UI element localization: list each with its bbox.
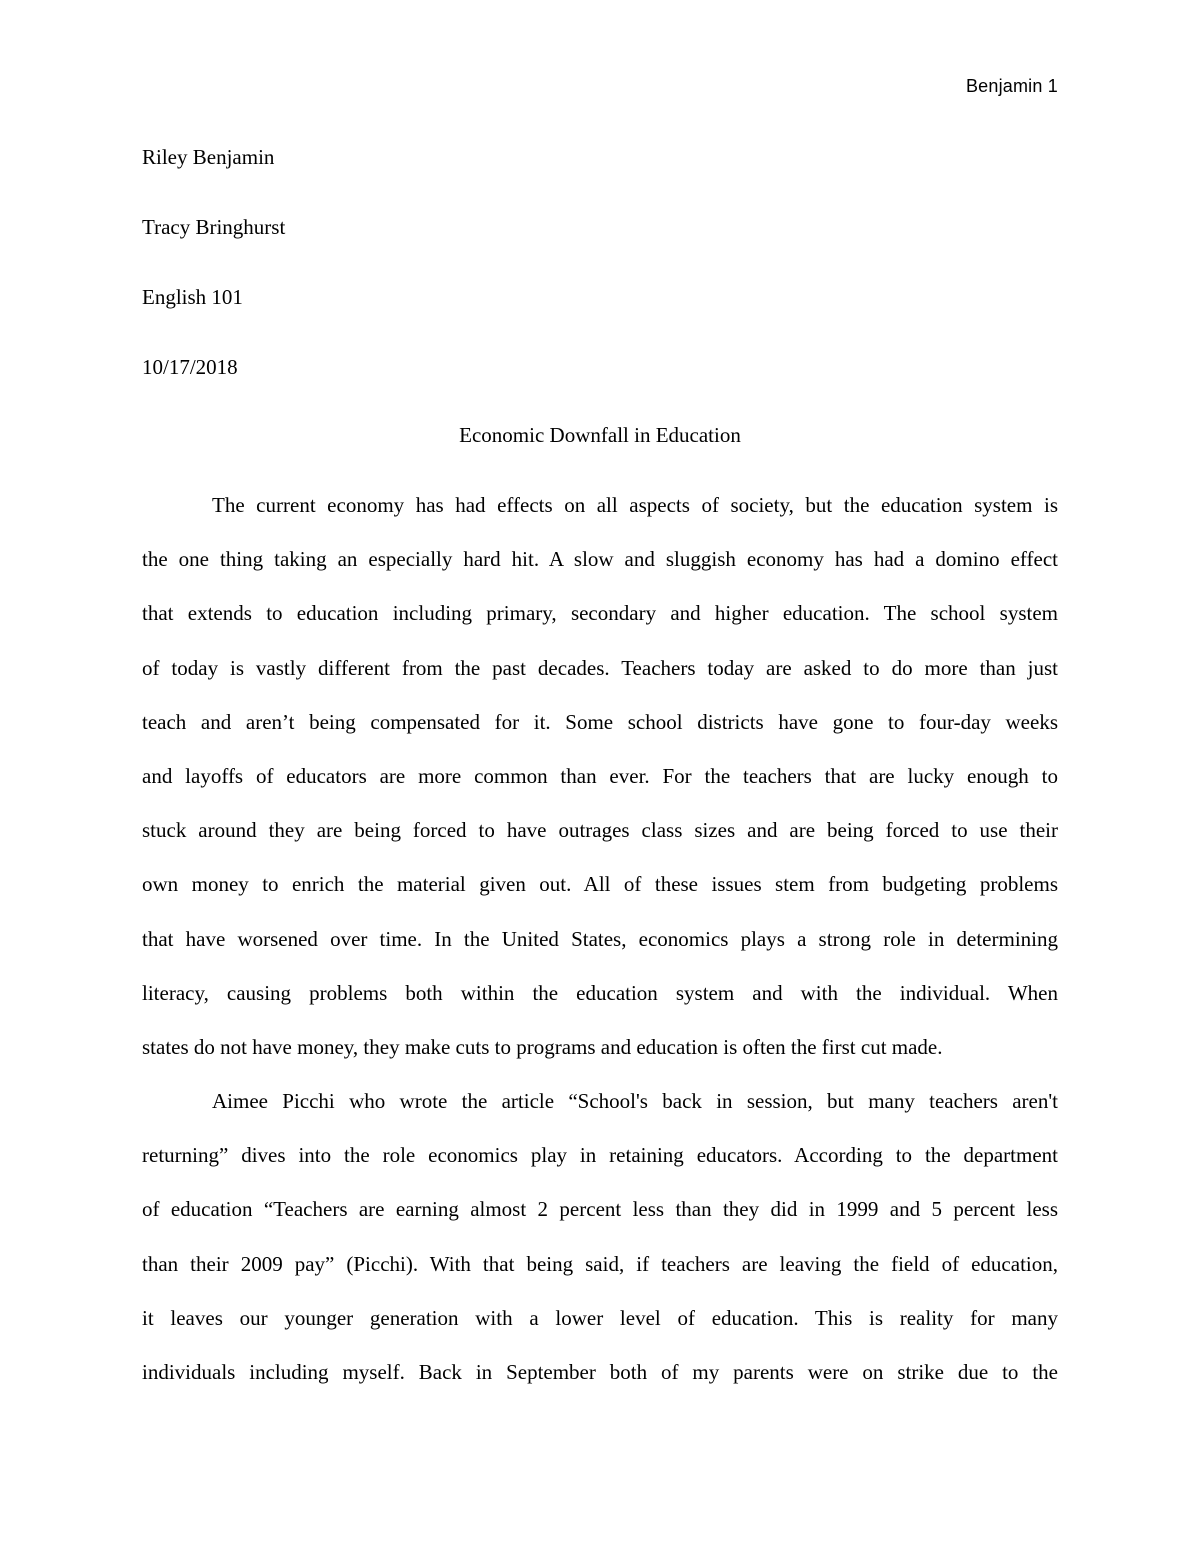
text-line: literacy, causing problems both within the education system and with the individual. When — [142, 980, 1058, 1005]
essay-body — [142, 488, 1058, 1409]
text-line: Aimee Picchi who wrote the article “School's back in session, but many teachers aren't — [212, 1089, 1058, 1114]
text-line: that have worsened over time. In the United States, economics plays a strong role in determining — [142, 926, 1058, 951]
course-name: English 101 — [142, 285, 243, 309]
author-name: Riley Benjamin — [142, 145, 275, 169]
text-line: own money to enrich the material given out. All of these issues stem from budgeting problems — [142, 872, 1058, 897]
text-line: returning” dives into the role economics play in retaining educators. According to the department — [142, 1143, 1058, 1168]
text-line: of today is vastly different from the past decades. Teachers today are asked to do more than just — [142, 655, 1058, 680]
document-title: Economic Downfall in Education — [459, 423, 741, 447]
paragraph-1 — [142, 488, 1058, 1084]
text-line: the one thing taking an especially hard hit. A slow and sluggish economy has had a domino effect — [142, 547, 1058, 572]
text-line: and layoffs of educators are more common than ever. For the teachers that are lucky enough to — [142, 763, 1058, 788]
paragraph-2 — [142, 1084, 1058, 1409]
text-line: individuals including myself. Back in September both of my parents were on strike due to the — [142, 1360, 1058, 1384]
text-line: stuck around they are being forced to have outrages class sizes and are being forced to use their — [142, 818, 1058, 843]
text-line: states do not have money, they make cuts to programs and education is often the first cut made. — [142, 1034, 943, 1059]
text-line: that extends to education including primary, secondary and higher education. The school system — [142, 601, 1058, 626]
date: 10/17/2018 — [142, 355, 238, 379]
text-line: teach and aren’t being compensated for it. Some school districts have gone to four-day weeks — [142, 709, 1058, 734]
text-line: of education “Teachers are earning almost 2 percent less than they did in 1999 and 5 percent less — [142, 1197, 1058, 1222]
text-line: The current economy has had effects on all aspects of society, but the education system is — [212, 493, 1058, 517]
running-header: Benjamin 1 — [965, 76, 1058, 96]
mla-heading — [142, 142, 1058, 422]
instructor-name: Tracy Bringhurst — [142, 215, 286, 239]
text-line: than their 2009 pay” (Picchi). With that being said, if teachers are leaving the field of education, — [142, 1251, 1058, 1276]
text-line: it leaves our younger generation with a lower level of education. This is reality for many — [142, 1305, 1058, 1330]
